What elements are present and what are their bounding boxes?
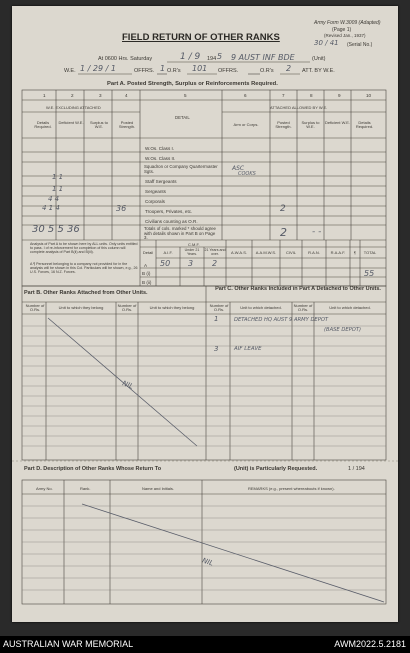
analysis-total: 55 xyxy=(364,269,375,278)
col-num-10: 10 xyxy=(366,93,372,98)
col-num-9: 9 xyxy=(338,93,341,98)
analysis-col-para: ¶ xyxy=(353,250,357,255)
offrs2-label: OFFRS. xyxy=(218,68,239,74)
unit-label: (Unit) xyxy=(312,56,326,62)
part-b-col-2: Unit to which they belong xyxy=(58,305,104,310)
att-label: ATT. BY W.E. xyxy=(302,68,335,74)
part-c-col-2: Unit to which detached. xyxy=(240,305,282,310)
attached-header: ATTACHED ALLOWED BY W.E. xyxy=(270,105,328,110)
row-civilians: Civilians counting as O.R. xyxy=(145,219,198,224)
row-cqms: Squadron or Company Quartermaster Sgts. xyxy=(144,164,218,174)
analysis-col-raaf: R.A.A.F. xyxy=(330,250,346,255)
offrs-value: 1 xyxy=(160,64,166,73)
row-corporals: Corporals xyxy=(145,199,165,204)
part-c-col-1: Number of O.Rs. xyxy=(209,303,229,313)
part-b-col-1: Number of O.Rs. xyxy=(25,303,45,313)
analysis-col-aamws: A.A.M.W.S. xyxy=(255,250,277,255)
part-d-title: Part D. Description of Other Ranks Whose Return To xyxy=(24,466,162,472)
row-wo1: W.Os. Class I. xyxy=(145,146,175,151)
archive-footer xyxy=(0,636,410,653)
left-col-details: Details Required. xyxy=(34,120,52,130)
right-col-surplus: Surplus to W.E. xyxy=(301,120,320,130)
col-num-4: 4 xyxy=(125,93,128,98)
part-b-col-3: Number of O.Rs. xyxy=(117,303,137,313)
hand-row-b: 1 1 xyxy=(52,185,64,193)
part-a-title: Part A. Posted Strength, Surplus or Reinforcements Required. xyxy=(107,81,278,87)
analysis-u21: 3 xyxy=(188,259,194,268)
col-num-6: 6 xyxy=(244,93,247,98)
col-num-7: 7 xyxy=(282,93,285,98)
analysis-col-detail: Detail xyxy=(142,250,154,255)
col-num-1: 1 xyxy=(43,93,46,98)
part-c-entry-1-num: 1 xyxy=(214,315,219,323)
hand-dashes: - - xyxy=(312,227,322,237)
serial-value: 30 / 41 xyxy=(314,39,339,47)
analysis-group: C.M.F. xyxy=(188,242,200,247)
unit-value: 9 AUST INF BDE xyxy=(231,53,295,62)
hand-row-d: 4 1 4 xyxy=(42,204,60,212)
row-totals: Totals of cols. marked * should agree with details shown in Part B on Page 3. xyxy=(144,226,216,241)
hand-row-c: 4 4 xyxy=(48,195,60,203)
hand-totals-posted: 2 xyxy=(280,226,287,239)
left-col-deficient: Deficient W.E. xyxy=(58,120,84,125)
analysis-row-a: A xyxy=(144,263,148,268)
analysis-o21: 2 xyxy=(212,259,218,268)
footer-left: AUSTRALIAN WAR MEMORIAL xyxy=(3,639,134,649)
hand-arm-corps-sub: COOKS xyxy=(238,171,256,177)
part-c-col-4: Unit to which detached. xyxy=(329,305,371,310)
analysis-note2: A ¶ Personnel belonging to a company not provided for in the analysis will be shown in this Col. Particulars will be shown, e.g., 26 U.S. Forces, 16 N.Z. Forces. xyxy=(30,262,138,274)
right-col-details: Details Required. xyxy=(355,120,374,130)
col-num-2: 2 xyxy=(71,93,74,98)
row-staff-sgts: Staff Sergeants xyxy=(145,179,177,184)
right-col-deficient: Deficient W.E. xyxy=(324,120,351,125)
hand-arm-corps: ASC xyxy=(232,165,245,172)
right-col-arm: Arm or Corps. xyxy=(233,122,259,127)
analysis-row-bii: B (ii) xyxy=(142,280,152,285)
part-b-nil: NIL xyxy=(121,379,135,391)
col-num-8: 8 xyxy=(310,93,313,98)
row-wo2: W.Os. Class II. xyxy=(145,156,176,161)
analysis-aif: 50 xyxy=(160,259,171,268)
part-b-title: Part B. Other Ranks Attached from Other Units. xyxy=(24,290,148,296)
row-sergeants: Sergeants xyxy=(145,189,166,194)
analysis-col-ran: R.A.N. xyxy=(308,250,320,255)
part-d-col-rank: Rank. xyxy=(80,486,91,491)
detail-header: DETAIL xyxy=(175,115,190,120)
form-ref: Army Form W.3009 (Adapted) xyxy=(314,20,381,26)
analysis-col-awas: A.W.A.S. xyxy=(230,250,247,255)
part-c-entry-3-unit: AIF LEAVE xyxy=(234,346,262,352)
footer-right: AWM2022.5.2181 xyxy=(334,639,406,649)
part-b-col-4: Unit to which they belong xyxy=(149,305,195,310)
hand-troopers-left: 36 xyxy=(116,204,127,213)
ors2-label: O.R's xyxy=(260,68,274,74)
form-sheet xyxy=(12,6,398,622)
hand-row-a: 1 1 xyxy=(52,173,64,181)
serial-label: (Serial No.) xyxy=(347,42,373,48)
at-label: At 0600 Hrs. Saturday xyxy=(98,56,153,62)
year-value: 5 xyxy=(217,52,223,61)
analysis-note: Analysis of Part A to be shown here by ALL units. Only units entitled to pass. I of re-inforcement for completion of this column will complete analysis of Part B(ii) and B(iii). xyxy=(30,242,138,254)
left-col-surplus: Surplus to W.E. xyxy=(89,120,108,130)
part-c-col-3: Number of O.Rs. xyxy=(293,303,313,313)
form-page: (Page 1) xyxy=(332,27,352,33)
row-troopers: Troopers, Privates, etc. xyxy=(145,209,193,214)
analysis-col-civil: CIVIL xyxy=(285,250,296,255)
analysis-col-aif: A.I.F. xyxy=(163,250,173,255)
page-title: FIELD RETURN OF OTHER RANKS xyxy=(122,32,280,43)
analysis-row-bi: B (i) xyxy=(142,271,151,276)
part-d-col-remarks: REMARKS (e.g., present whereabouts if known). xyxy=(248,486,335,491)
part-d-col-army-no: Army No. xyxy=(36,486,53,491)
ors2-value: 2 xyxy=(286,64,292,73)
ors-label: O.R's xyxy=(167,68,181,74)
part-c-entry-2-unit: (BASE DEPOT) xyxy=(324,327,362,333)
part-d-date: 1 / 194 xyxy=(348,466,365,472)
offrs-label: OFFRS. xyxy=(134,68,155,74)
analysis-col-total: TOTAL xyxy=(363,250,377,255)
part-d-nil: NIL xyxy=(201,556,215,568)
year-label: 194 xyxy=(207,56,217,62)
left-col-posted: Posted Strength. xyxy=(118,120,136,130)
we-value: 1 / 29 / 1 xyxy=(80,64,116,73)
col-num-3: 3 xyxy=(99,93,102,98)
col-num-5: 5 xyxy=(184,93,187,98)
hand-troopers-posted: 2 xyxy=(280,204,286,214)
form-revised: (Revised Jan., 1937) xyxy=(324,33,366,38)
we-excluding-header: W.E. EXCLUDING ATTACHED xyxy=(46,105,101,110)
part-c-entry-1-unit: DETACHED HQ AUST 9 ARMY DEPOT xyxy=(234,317,329,323)
part-c-title: Part C. Other Ranks Included in Part A Detached to Other Units. xyxy=(215,286,381,292)
part-d-col-name: Name and Initials. xyxy=(142,486,175,491)
part-d-title2: (Unit) is Particularly Requested. xyxy=(234,466,318,472)
part-c-entry-3-num: 3 xyxy=(214,345,219,353)
analysis-col-u21: Under 21 Years. xyxy=(184,248,200,256)
hand-totals-left: 30 5 5 36 xyxy=(32,224,80,235)
date-value: 1 / 9 xyxy=(180,52,201,62)
we-label: W.E. xyxy=(64,68,76,74)
right-col-posted: Posted Strength. xyxy=(275,120,292,130)
ors-value: 101 xyxy=(192,64,208,73)
form-grid xyxy=(12,6,398,622)
analysis-col-o21: 21 Years and over. xyxy=(204,248,226,256)
